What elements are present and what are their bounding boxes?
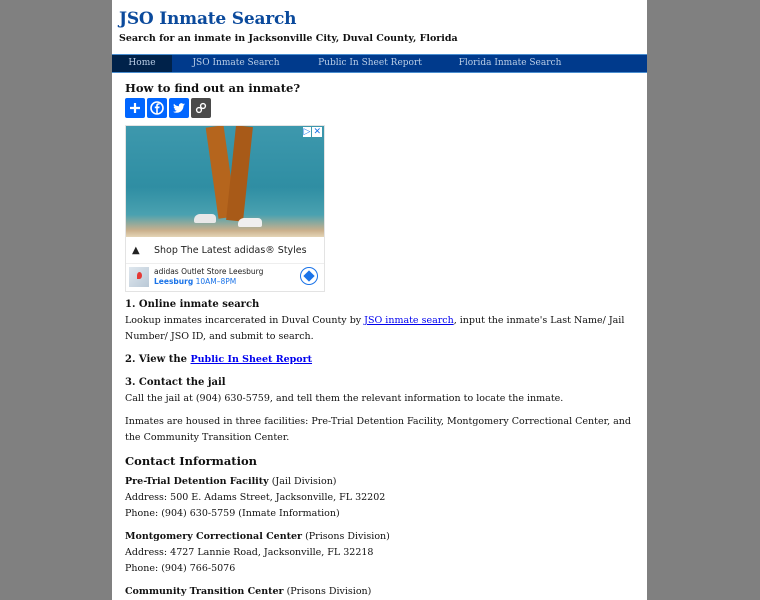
- facility-division: (Prisons Division): [302, 531, 390, 542]
- ad-store-city: Leesburg: [154, 277, 194, 286]
- ad-close-icon[interactable]: ✕: [313, 127, 321, 137]
- public-in-sheet-report-link[interactable]: Public In Sheet Report: [190, 354, 313, 365]
- share-button[interactable]: [125, 98, 145, 118]
- site-header: [112, 0, 647, 54]
- step-3-title: 3. Contact the jail: [125, 377, 226, 388]
- facility-montgomery: [125, 529, 640, 577]
- nav-home[interactable]: Home: [112, 55, 172, 72]
- ad-choices: [303, 127, 322, 137]
- ad-store-name: adidas Outlet Store Leesburg: [154, 267, 264, 276]
- nav-public-in-sheet-report[interactable]: Public In Sheet Report: [318, 58, 422, 68]
- ad-headline-text: Shop The Latest adidas® Styles: [154, 244, 307, 256]
- adidas-logo-icon: ▲: [132, 244, 140, 256]
- step-3-text: Call the jail at (904) 630-5759, and tell them the relevant information to locate the inmate.: [125, 393, 564, 404]
- step-1-text: Lookup inmates incarcerated in Duval County by: [125, 315, 365, 326]
- directions-button[interactable]: [300, 267, 318, 285]
- step-2-title: 2. View the: [125, 354, 191, 365]
- facility-name: Pre-Trial Detention Facility: [125, 476, 269, 487]
- plus-icon: [128, 101, 142, 115]
- advertisement[interactable]: [125, 125, 325, 292]
- ad-store-info[interactable]: [126, 264, 324, 290]
- site-title[interactable]: JSO Inmate Search: [119, 9, 297, 29]
- jso-inmate-search-link[interactable]: JSO inmate search: [364, 315, 454, 326]
- facility-division: (Jail Division): [268, 476, 337, 487]
- facility-pretrial: [125, 474, 640, 522]
- twitter-share-button[interactable]: [169, 98, 189, 118]
- map-thumbnail-icon: [129, 267, 149, 287]
- facebook-icon: [150, 101, 164, 115]
- copy-link-button[interactable]: [191, 98, 211, 118]
- facility-address: Address: 4727 Lannie Road, Jacksonville, FL 32218: [125, 547, 374, 558]
- copy-link-icon: [194, 101, 208, 115]
- facility-address: Address: 500 E. Adams Street, Jacksonville, FL 32202: [125, 492, 386, 503]
- nav-florida-inmate-search[interactable]: Florida Inmate Search: [458, 58, 562, 68]
- directions-icon: [303, 270, 314, 281]
- main-content: [125, 80, 640, 600]
- facility-name: Community Transition Center: [125, 586, 284, 597]
- facility-community-transition: [125, 584, 640, 600]
- facility-phone: Phone: (904) 630-5759 (Inmate Information): [125, 508, 340, 519]
- step-3: [125, 375, 640, 407]
- ad-image[interactable]: [126, 126, 324, 237]
- main-nav: [112, 54, 647, 73]
- facility-division: (Prisons Division): [283, 586, 372, 597]
- page-container: [112, 0, 647, 600]
- ad-headline[interactable]: [126, 237, 324, 264]
- step-2: [125, 352, 640, 368]
- twitter-icon: [172, 101, 186, 115]
- page-heading: How to find out an inmate?: [125, 81, 301, 95]
- step-1-title: 1. Online inmate search: [125, 299, 260, 310]
- step-1: [125, 297, 640, 345]
- facebook-share-button[interactable]: [147, 98, 167, 118]
- facilities-note: Inmates are housed in three facilities: Pre-Trial Detention Facility, Montgomery Correctional Center, and the Community Transition Center.: [125, 416, 631, 443]
- contact-heading: Contact Information: [125, 454, 258, 468]
- ad-store-hours: 10AM–8PM: [195, 277, 237, 286]
- site-tagline: Search for an inmate in Jacksonville City, Duval County, Florida: [119, 33, 458, 44]
- nav-jso-inmate-search[interactable]: JSO Inmate Search: [192, 58, 280, 68]
- step-1-text-after: , input the inmate's Last Name/ Jail Number/ JSO ID, and submit to search.: [125, 315, 625, 342]
- facility-phone: Phone: (904) 766-5076: [125, 563, 236, 574]
- share-buttons: [125, 98, 640, 118]
- ad-choices-icon[interactable]: ▷: [303, 127, 311, 137]
- facility-name: Montgomery Correctional Center: [125, 531, 303, 542]
